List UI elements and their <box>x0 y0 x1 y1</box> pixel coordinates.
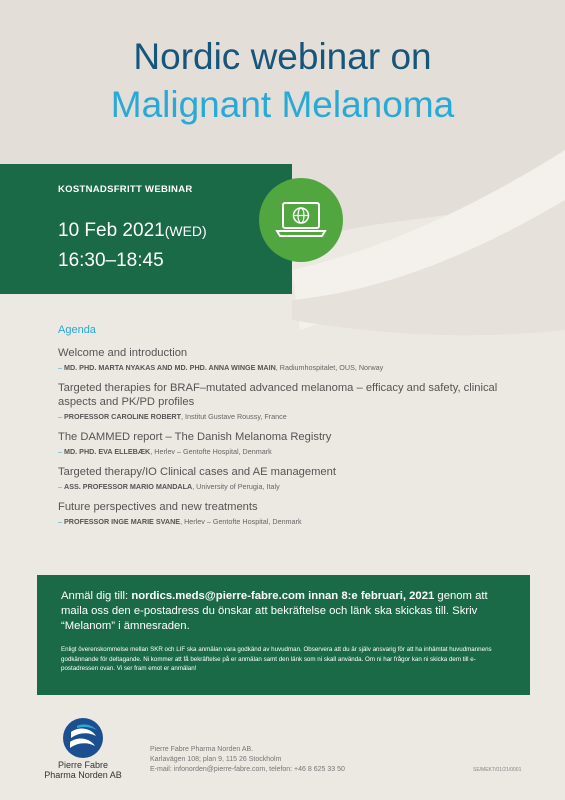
signup-box <box>37 575 530 695</box>
agenda-item <box>58 500 538 526</box>
pierre-fabre-logo-icon <box>61 716 105 760</box>
signup-note: Enligt överenskommelse mellan SKR och LIF ska anmälan vara godkänd av huvudman. Observera att du är själv ansvarig för att ha inhämtat huvudmannens godkännande för deltagande. Ni kommer att få bekräftelse på er anmälan samt den länk som ni skall använda. Om ni har frågor kan ni skicka dem till e-postadressen ovan. Vi ser fram emot er anmälan! <box>61 646 492 672</box>
agenda-item-speaker: – ASS. PROFESSOR MARIO MANDALA, University of Perugia, Italy <box>58 482 280 491</box>
event-weekday: (WED) <box>164 223 207 239</box>
agenda-item-title: Future perspectives and new treatments <box>58 501 258 513</box>
agenda-item-speaker: – MD. PHD. EVA ELLEBÆK, Herlev – Gentofte Hospital, Denmark <box>58 447 272 456</box>
laptop-globe-icon <box>259 178 343 262</box>
agenda-item-speaker: – PROFESSOR INGE MARIE SVANE, Herlev – Gentofte Hospital, Denmark <box>58 517 302 526</box>
event-date: 10 Feb 2021(WED) <box>58 220 207 241</box>
agenda-item <box>58 381 538 421</box>
agenda-item <box>58 346 538 372</box>
agenda-item-speaker: – MD. PHD. MARTA NYAKAS AND MD. PHD. ANNA WINGE MAIN, Radiumhospitalet, OUS, Norway <box>58 363 384 372</box>
company-email-phone: E-mail: infonorden@pierre-fabre.com, telefon: +46 8 625 33 50 <box>150 766 345 773</box>
signup-email-link[interactable]: nordics.meds@pierre-fabre.com innan 8:e februari, 2021 <box>131 590 435 602</box>
company-name: Pierre Fabre Pharma Norden AB. <box>150 746 254 753</box>
logo-line2: Pharma Norden AB <box>44 770 122 780</box>
page-title-line2: Malignant Melanoma <box>110 84 455 125</box>
company-logo <box>28 716 138 780</box>
agenda-item <box>58 465 538 491</box>
agenda-title: Agenda <box>58 324 96 336</box>
agenda-item-title: Targeted therapy/IO Clinical cases and AE management <box>58 466 336 478</box>
reference-code: SE/MEKT/01/21/0001 <box>473 767 522 773</box>
event-time: 16:30–18:45 <box>58 250 164 271</box>
company-contact <box>150 745 345 775</box>
page-title-line1: Nordic webinar on <box>133 36 432 77</box>
agenda-item-title: The DAMMED report – The Danish Melanoma Registry <box>58 431 332 443</box>
company-address: Karlavägen 108; plan 9, 115 26 Stockholm <box>150 756 282 763</box>
agenda-item <box>58 430 538 456</box>
event-label: KOSTNADSFRITT WEBINAR <box>58 184 193 195</box>
agenda-section <box>58 324 538 535</box>
signup-instructions: Anmäl dig till: nordics.meds@pierre-fabre.com innan 8:e februari, 2021 genom att maila oss den e-postadress du önskar att bekräftelse och länk ska skickas till. Skriv “Melanom” i ämnesraden. <box>61 590 488 632</box>
agenda-item-title: Targeted therapies for BRAF–mutated advanced melanoma – efficacy and safety, clinical aspects and PK/PD profiles <box>58 382 498 408</box>
event-info-panel <box>0 164 292 294</box>
agenda-item-speaker: – PROFESSOR CAROLINE ROBERT, Institut Gustave Roussy, France <box>58 412 287 421</box>
logo-line1: Pierre Fabre <box>57 760 109 770</box>
agenda-item-title: Welcome and introduction <box>58 347 188 359</box>
